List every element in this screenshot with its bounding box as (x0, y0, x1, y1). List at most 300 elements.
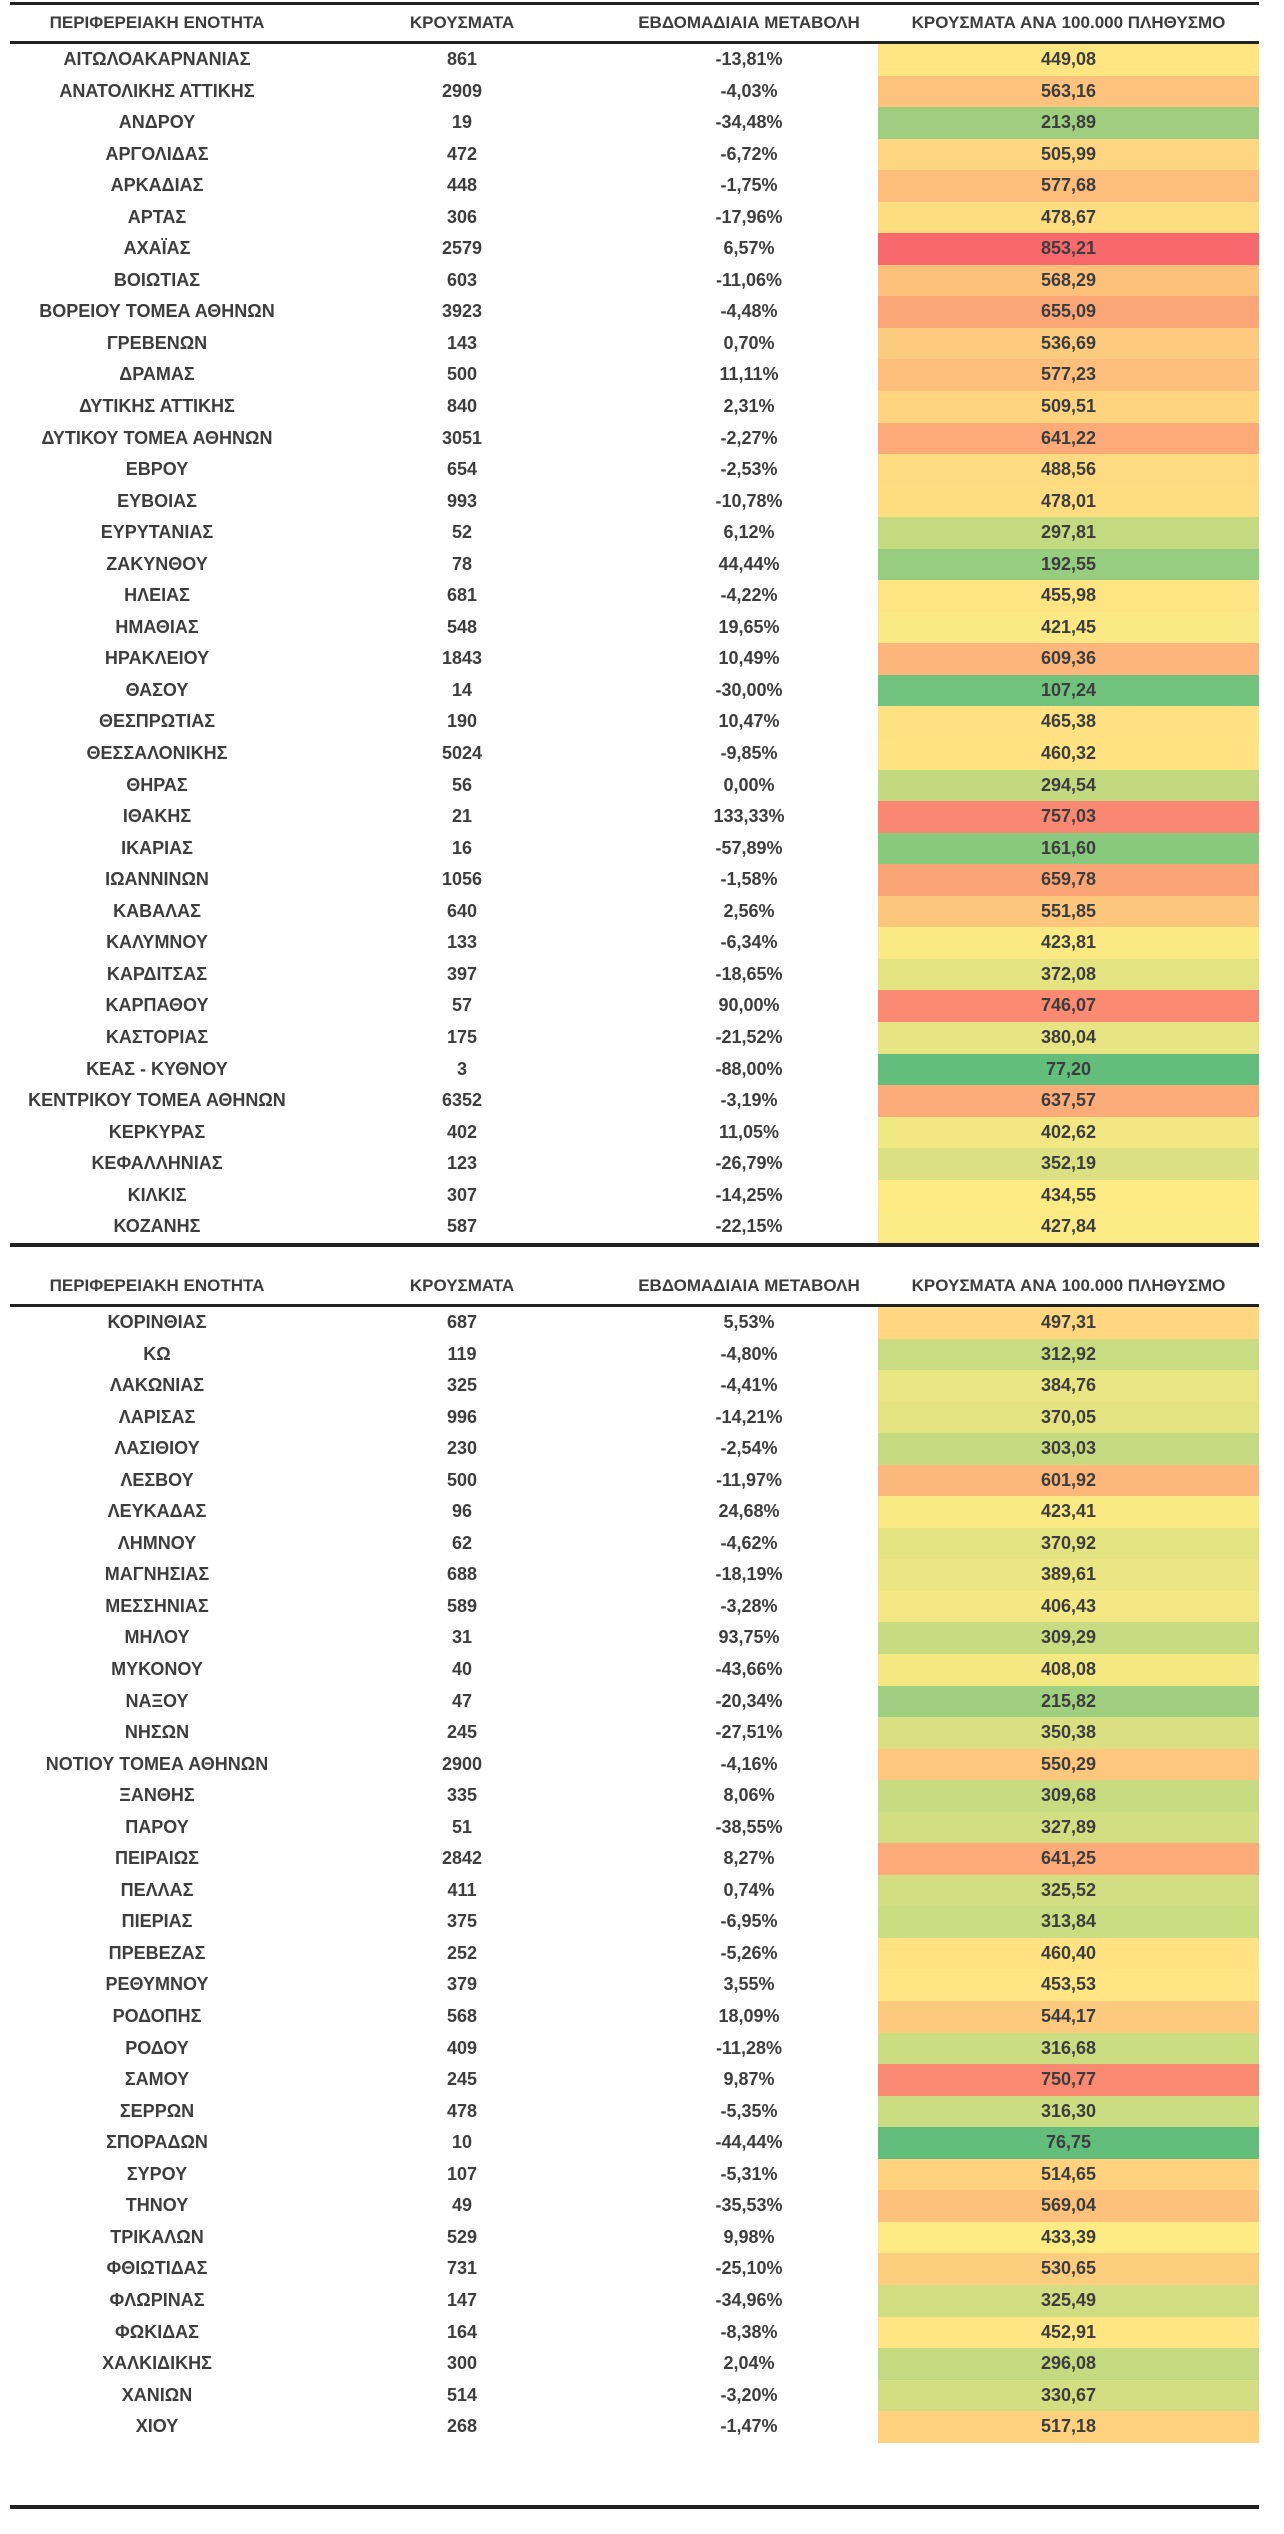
rate-cell: 465,38 (878, 706, 1259, 738)
rate-cell: 423,81 (878, 927, 1259, 959)
rate-cell: 488,56 (878, 454, 1259, 486)
weekly-change-cell: -88,00% (715, 1058, 783, 1079)
weekly-change-cell: -30,00% (715, 679, 783, 700)
region-cell: ΔΡΑΜΑΣ (119, 364, 195, 385)
rate-cell: 325,52 (878, 1875, 1259, 1907)
rate-cell: 433,39 (878, 2222, 1259, 2254)
rate-cell: 406,43 (878, 1591, 1259, 1623)
weekly-change-cell: -14,21% (715, 1406, 783, 1427)
table-row (10, 1465, 1259, 1497)
rate-cell: 637,57 (878, 1085, 1259, 1117)
weekly-change-cell: -3,28% (720, 1595, 778, 1616)
table-row (10, 2222, 1259, 2254)
table-row (10, 927, 1259, 959)
cases-cell: 589 (446, 1595, 478, 1616)
weekly-change-cell: -5,26% (720, 1942, 778, 1963)
table-row (10, 833, 1259, 865)
table-row (10, 770, 1259, 802)
region-cell: ΣΕΡΡΩΝ (119, 2100, 195, 2121)
weekly-change-cell: 6,57% (723, 238, 775, 259)
cases-cell: 3 (456, 1058, 467, 1079)
region-cell: ΑΝΔΡΟΥ (118, 112, 196, 133)
rate-cell: 423,41 (878, 1496, 1259, 1528)
weekly-change-cell: 3,55% (723, 1974, 775, 1995)
weekly-change-cell: -2,53% (720, 459, 778, 480)
weekly-change-cell: -44,44% (715, 2132, 783, 2153)
cases-cell: 6352 (441, 1090, 483, 1111)
table-row (10, 1906, 1259, 1938)
weekly-change-cell: -20,34% (715, 1690, 783, 1711)
region-cell: ΡΟΔΟΥ (125, 2037, 189, 2058)
weekly-change-cell: -4,22% (720, 585, 778, 606)
rate-cell: 408,08 (878, 1654, 1259, 1686)
region-cell: ΣΑΜΟΥ (124, 2069, 190, 2090)
table-row (10, 1622, 1259, 1654)
rate-cell: 213,89 (878, 107, 1259, 139)
rate-cell: 325,49 (878, 2285, 1259, 2317)
region-cell: ΦΩΚΙΔΑΣ (115, 2321, 199, 2342)
cases-cell: 10 (451, 2132, 473, 2153)
rate-cell: 77,20 (878, 1054, 1259, 1086)
table-row (10, 2127, 1259, 2159)
cases-cell: 1843 (441, 648, 483, 669)
cases-cell: 731 (446, 2258, 478, 2279)
rate-cell: 402,62 (878, 1117, 1259, 1149)
table-row (10, 1054, 1259, 1086)
rate-cell: 384,76 (878, 1370, 1259, 1402)
table-row (10, 2348, 1259, 2380)
rate-cell: 316,30 (878, 2096, 1259, 2128)
weekly-change-cell: -2,54% (720, 1438, 778, 1459)
cases-cell: 514 (446, 2384, 478, 2405)
region-cell: ΙΘΑΚΗΣ (122, 806, 192, 827)
region-cell: ΦΘΙΩΤΙΔΑΣ (106, 2258, 208, 2279)
table-row (10, 1812, 1259, 1844)
regional-cases-table-2 (10, 1268, 1259, 2443)
region-cell: ΠΡΕΒΕΖΑΣ (108, 1942, 206, 1963)
weekly-change-cell: -18,65% (715, 963, 783, 984)
weekly-change-cell: -3,20% (720, 2384, 778, 2405)
rate-cell: 107,24 (878, 675, 1259, 707)
rate-cell: 750,77 (878, 2064, 1259, 2096)
table-row (10, 359, 1259, 391)
weekly-change-cell: 10,47% (718, 711, 780, 732)
cases-cell: 14 (451, 679, 473, 700)
table-row (10, 2033, 1259, 2065)
region-cell: ΕΒΡΟΥ (125, 459, 189, 480)
table-row (10, 1528, 1259, 1560)
rate-cell: 370,05 (878, 1402, 1259, 1434)
weekly-change-cell: -5,31% (720, 2163, 778, 2184)
weekly-change-cell: 0,70% (723, 332, 775, 353)
weekly-change-cell: -6,34% (720, 932, 778, 953)
weekly-change-cell: -21,52% (715, 1026, 783, 1047)
region-cell: ΣΥΡΟΥ (126, 2163, 188, 2184)
cases-cell: 230 (446, 1438, 478, 1459)
cases-cell: 568 (446, 2006, 478, 2027)
table-row (10, 1022, 1259, 1054)
region-cell: ΠΕΛΛΑΣ (120, 1879, 194, 1900)
cases-cell: 840 (446, 396, 478, 417)
region-cell: ΘΑΣΟΥ (125, 679, 189, 700)
weekly-change-cell: -4,80% (720, 1343, 778, 1364)
region-cell: ΛΕΥΚΑΔΑΣ (107, 1501, 207, 1522)
region-cell: ΚΕΡΚΥΡΑΣ (108, 1121, 206, 1142)
weekly-change-cell: -10,78% (715, 490, 783, 511)
weekly-change-cell: 2,04% (723, 2353, 775, 2374)
column-header-rate-per-100k: ΚΡΟΥΣΜΑΤΑ ΑΝΑ 100.000 ΠΛΗΘΥΣΜΟ (911, 1276, 1226, 1295)
rate-cell: 655,09 (878, 296, 1259, 328)
rate-cell: 514,65 (878, 2159, 1259, 2191)
table-row (10, 990, 1259, 1022)
table-row (10, 202, 1259, 234)
rate-cell: 544,17 (878, 2001, 1259, 2033)
cases-cell: 335 (446, 1785, 478, 1806)
region-cell: ΕΥΒΟΙΑΣ (117, 490, 197, 511)
weekly-change-cell: 90,00% (718, 995, 780, 1016)
region-cell: ΜΥΚΟΝΟΥ (111, 1659, 203, 1680)
rate-cell: 452,91 (878, 2317, 1259, 2349)
region-cell: ΔΥΤΙΚΟΥ ΤΟΜΕΑ ΑΘΗΝΩΝ (41, 427, 273, 448)
weekly-change-cell: -1,75% (720, 175, 778, 196)
table-row (10, 391, 1259, 423)
region-cell: ΗΛΕΙΑΣ (124, 585, 190, 606)
cases-cell: 500 (446, 364, 478, 385)
region-cell: ΧΑΛΚΙΔΙΚΗΣ (102, 2353, 212, 2374)
table-row (10, 1559, 1259, 1591)
region-cell: ΑΙΤΩΛΟΑΚΑΡΝΑΝΙΑΣ (63, 49, 251, 69)
cases-cell: 57 (451, 995, 473, 1016)
rate-cell: 372,08 (878, 959, 1259, 991)
table-row (10, 1780, 1259, 1812)
region-cell: ΚΑΛΥΜΝΟΥ (106, 932, 208, 953)
cases-cell: 2900 (441, 1753, 483, 1774)
rate-cell: 478,67 (878, 202, 1259, 234)
weekly-change-cell: -27,51% (715, 1722, 783, 1743)
rate-cell: 76,75 (878, 2127, 1259, 2159)
rate-cell: 460,32 (878, 738, 1259, 770)
table-row (10, 1307, 1259, 1339)
rate-cell: 460,40 (878, 1938, 1259, 1970)
weekly-change-cell: -4,41% (720, 1375, 778, 1396)
table-row (10, 2253, 1259, 2285)
cases-cell: 325 (446, 1375, 478, 1396)
regional-cases-table-1 (10, 5, 1259, 1247)
rate-cell: 609,36 (878, 643, 1259, 675)
region-cell: ΧΙΟΥ (135, 2416, 179, 2437)
weekly-change-cell: -8,38% (720, 2321, 778, 2342)
table-row (10, 2190, 1259, 2222)
weekly-change-cell: -25,10% (715, 2258, 783, 2279)
table-row (10, 1211, 1259, 1243)
region-cell: ΡΟΔΟΠΗΣ (112, 2006, 202, 2027)
region-cell: ΚΕΦΑΛΛΗΝΙΑΣ (91, 1153, 223, 1174)
rate-cell: 577,68 (878, 170, 1259, 202)
table-row (10, 1402, 1259, 1434)
cases-cell: 996 (446, 1406, 478, 1427)
cases-cell: 3923 (441, 301, 483, 322)
region-cell: ΚΑΡΠΑΘΟΥ (105, 995, 209, 1016)
weekly-change-cell: -11,28% (715, 2037, 783, 2058)
table-row (10, 1496, 1259, 1528)
cases-cell: 548 (446, 616, 478, 637)
region-cell: ΘΕΣΣΑΛΟΝΙΚΗΣ (86, 743, 228, 764)
table-row (10, 1717, 1259, 1749)
cases-cell: 307 (446, 1184, 478, 1205)
table-row (10, 1433, 1259, 1465)
region-cell: ΔΥΤΙΚΗΣ ΑΤΤΙΚΗΣ (79, 396, 235, 417)
region-cell: ΜΑΓΝΗΣΙΑΣ (104, 1564, 210, 1585)
column-header-weekly-change: ΕΒΔΟΜΑΔΙΑΙΑ ΜΕΤΑΒΟΛΗ (638, 1276, 860, 1295)
cases-cell: 993 (446, 490, 478, 511)
table-row (10, 2285, 1259, 2317)
table-row (10, 643, 1259, 675)
table-row (10, 423, 1259, 455)
cases-cell: 3051 (441, 427, 483, 448)
region-cell: ΛΑΣΙΘΙΟΥ (114, 1438, 200, 1459)
weekly-change-cell: 133,33% (713, 806, 785, 827)
weekly-change-cell: -1,47% (720, 2416, 778, 2437)
cases-cell: 190 (446, 711, 478, 732)
region-cell: ΤΡΙΚΑΛΩΝ (110, 2226, 204, 2247)
weekly-change-cell: -6,72% (720, 143, 778, 164)
cases-cell: 164 (446, 2321, 478, 2342)
cases-cell: 123 (446, 1153, 478, 1174)
weekly-change-cell: 44,44% (718, 553, 780, 574)
table-row (10, 864, 1259, 896)
region-cell: ΝΑΞΟΥ (125, 1690, 189, 1711)
weekly-change-cell: -38,55% (715, 1816, 783, 1837)
rate-cell: 294,54 (878, 770, 1259, 802)
weekly-change-cell: -43,66% (715, 1659, 783, 1680)
rate-cell: 569,04 (878, 2190, 1259, 2222)
rate-cell: 327,89 (878, 1812, 1259, 1844)
table-row (10, 107, 1259, 139)
rate-cell: 509,51 (878, 391, 1259, 423)
cases-cell: 78 (451, 553, 473, 574)
region-cell: ΛΑΚΩΝΙΑΣ (109, 1375, 205, 1396)
cases-cell: 472 (446, 143, 478, 164)
region-cell: ΘΕΣΠΡΩΤΙΑΣ (98, 711, 216, 732)
rate-cell: 389,61 (878, 1559, 1259, 1591)
region-cell: ΛΑΡΙΣΑΣ (118, 1406, 196, 1427)
cases-cell: 107 (446, 2163, 478, 2184)
cases-cell: 529 (446, 2226, 478, 2247)
region-cell: ΑΡΤΑΣ (127, 206, 187, 227)
region-cell: ΚΑΒΑΛΑΣ (113, 900, 201, 921)
region-cell: ΜΕΣΣΗΝΙΑΣ (105, 1595, 209, 1616)
cases-cell: 402 (446, 1121, 478, 1142)
table-row (10, 1843, 1259, 1875)
region-cell: ΑΡΓΟΛΙΔΑΣ (105, 143, 209, 164)
region-cell: ΠΑΡΟΥ (125, 1816, 189, 1837)
table-row (10, 328, 1259, 360)
region-cell: ΑΡΚΑΔΙΑΣ (110, 175, 204, 196)
table-row (10, 1148, 1259, 1180)
rate-cell: 297,81 (878, 517, 1259, 549)
weekly-change-cell: -17,96% (715, 206, 783, 227)
rate-cell: 517,18 (878, 2411, 1259, 2443)
rate-cell: 757,03 (878, 801, 1259, 833)
table-row (10, 1969, 1259, 2001)
weekly-change-cell: -35,53% (715, 2195, 783, 2216)
table-row (10, 706, 1259, 738)
rate-cell: 746,07 (878, 990, 1259, 1022)
cases-cell: 300 (446, 2353, 478, 2374)
table-row (10, 1654, 1259, 1686)
column-header-region: ΠΕΡΙΦΕΡΕΙΑΚΗ ΕΝΟΤΗΤΑ (49, 1276, 265, 1295)
cases-cell: 379 (446, 1974, 478, 1995)
cases-cell: 245 (446, 2069, 478, 2090)
weekly-change-cell: 8,27% (723, 1848, 775, 1869)
region-cell: ΛΕΣΒΟΥ (120, 1469, 194, 1490)
region-cell: ΠΙΕΡΙΑΣ (121, 1911, 193, 1932)
region-cell: ΤΗΝΟΥ (125, 2195, 189, 2216)
rate-cell: 427,84 (878, 1211, 1259, 1243)
rate-cell: 530,65 (878, 2253, 1259, 2285)
weekly-change-cell: 5,53% (723, 1312, 775, 1332)
weekly-change-cell: -14,25% (715, 1184, 783, 1205)
table-row (10, 1749, 1259, 1781)
cases-cell: 49 (451, 2195, 473, 2216)
table-row (10, 675, 1259, 707)
weekly-change-cell: -11,06% (715, 269, 783, 290)
region-cell: ΙΩΑΝΝΙΝΩΝ (105, 869, 209, 890)
table-row (10, 549, 1259, 581)
cases-cell: 688 (446, 1564, 478, 1585)
rate-cell: 659,78 (878, 864, 1259, 896)
table-row (10, 959, 1259, 991)
table-row (10, 1938, 1259, 1970)
rate-cell: 303,03 (878, 1433, 1259, 1465)
region-cell: ΣΠΟΡΑΔΩΝ (106, 2132, 208, 2153)
region-cell: ΖΑΚΥΝΘΟΥ (106, 553, 208, 574)
weekly-change-cell: -26,79% (715, 1153, 783, 1174)
table-row (10, 2064, 1259, 2096)
table-row (10, 1686, 1259, 1718)
cases-cell: 640 (446, 900, 478, 921)
cases-cell: 40 (451, 1659, 473, 1680)
rate-cell: 370,92 (878, 1528, 1259, 1560)
table-row (10, 801, 1259, 833)
cases-cell: 51 (451, 1816, 473, 1837)
table-row (10, 265, 1259, 297)
table-header-row (10, 5, 1259, 44)
region-cell: ΚΟΡΙΝΘΙΑΣ (107, 1312, 207, 1332)
weekly-change-cell: -6,95% (720, 1911, 778, 1932)
cases-cell: 2842 (441, 1848, 483, 1869)
region-cell: ΧΑΝΙΩΝ (121, 2384, 193, 2405)
rate-cell: 296,08 (878, 2348, 1259, 2380)
region-cell: ΚΕΝΤΡΙΚΟΥ ΤΟΜΕΑ ΑΘΗΝΩΝ (28, 1090, 286, 1111)
table-row (10, 2380, 1259, 2412)
cases-cell: 687 (446, 1312, 478, 1332)
region-cell: ΚΟΖΑΝΗΣ (113, 1216, 201, 1237)
weekly-change-cell: 0,00% (723, 774, 775, 795)
weekly-change-cell: 24,68% (718, 1501, 780, 1522)
table-row (10, 2317, 1259, 2349)
cases-cell: 147 (446, 2289, 478, 2310)
cases-cell: 52 (451, 522, 473, 543)
table-row (10, 44, 1259, 76)
weekly-change-cell: 2,56% (723, 900, 775, 921)
rate-cell: 380,04 (878, 1022, 1259, 1054)
cases-cell: 31 (451, 1627, 473, 1648)
table-body (10, 1307, 1259, 2443)
region-cell: ΛΗΜΝΟΥ (117, 1532, 197, 1553)
table-row (10, 1180, 1259, 1212)
rate-cell: 563,16 (878, 76, 1259, 108)
region-cell: ΓΡΕΒΕΝΩΝ (106, 332, 208, 353)
cases-cell: 47 (451, 1690, 473, 1711)
rate-cell: 352,19 (878, 1148, 1259, 1180)
weekly-change-cell: -4,03% (720, 80, 778, 101)
rate-cell: 550,29 (878, 1749, 1259, 1781)
cases-cell: 409 (446, 2037, 478, 2058)
weekly-change-cell: 9,98% (723, 2226, 775, 2247)
region-cell: ΒΟΙΩΤΙΑΣ (113, 269, 201, 290)
weekly-change-cell: -18,19% (715, 1564, 783, 1585)
weekly-change-cell: 19,65% (718, 616, 780, 637)
region-cell: ΝΟΤΙΟΥ ΤΟΜΕΑ ΑΘΗΝΩΝ (45, 1753, 269, 1774)
column-header-cases: ΚΡΟΥΣΜΑΤΑ (409, 1276, 515, 1295)
rate-cell: 551,85 (878, 896, 1259, 928)
cases-cell: 19 (451, 112, 473, 133)
column-header-weekly-change: ΕΒΔΟΜΑΔΙΑΙΑ ΜΕΤΑΒΟΛΗ (638, 13, 860, 32)
region-cell: ΑΧΑΪΑΣ (123, 238, 191, 259)
weekly-change-cell: -9,85% (720, 743, 778, 764)
table-row (10, 170, 1259, 202)
table-row (10, 1370, 1259, 1402)
rate-cell: 505,99 (878, 139, 1259, 171)
cases-cell: 587 (446, 1216, 478, 1237)
weekly-change-cell: 0,74% (723, 1879, 775, 1900)
rate-cell: 316,68 (878, 2033, 1259, 2065)
cases-cell: 143 (446, 332, 478, 353)
column-header-rate-per-100k: ΚΡΟΥΣΜΑΤΑ ΑΝΑ 100.000 ΠΛΗΘΥΣΜΟ (911, 13, 1226, 32)
table-row (10, 896, 1259, 928)
table-row (10, 2411, 1259, 2443)
weekly-change-cell: 8,06% (723, 1785, 775, 1806)
rate-cell: 309,29 (878, 1622, 1259, 1654)
table-row (10, 1591, 1259, 1623)
cases-cell: 96 (451, 1501, 473, 1522)
table-row (10, 76, 1259, 108)
cases-cell: 306 (446, 206, 478, 227)
table-row (10, 139, 1259, 171)
cases-cell: 56 (451, 774, 473, 795)
rate-cell: 455,98 (878, 580, 1259, 612)
cases-cell: 2579 (441, 238, 483, 259)
weekly-change-cell: -13,81% (715, 49, 783, 69)
table-row (10, 1875, 1259, 1907)
weekly-change-cell: 11,11% (719, 364, 779, 385)
region-cell: ΗΜΑΘΙΑΣ (115, 616, 199, 637)
weekly-change-cell: -4,16% (720, 1753, 778, 1774)
cases-cell: 175 (446, 1026, 478, 1047)
table-row (10, 296, 1259, 328)
region-cell: ΚΙΛΚΙΣ (127, 1184, 187, 1205)
rate-cell: 350,38 (878, 1717, 1259, 1749)
cases-cell: 448 (446, 175, 478, 196)
weekly-change-cell: 11,05% (718, 1121, 780, 1142)
region-cell: ΒΟΡΕΙΟΥ ΤΟΜΕΑ ΑΘΗΝΩΝ (39, 301, 275, 322)
cases-cell: 681 (446, 585, 478, 606)
region-cell: ΗΡΑΚΛΕΙΟΥ (104, 648, 210, 669)
column-header-cases: ΚΡΟΥΣΜΑΤΑ (409, 13, 515, 32)
region-cell: ΠΕΙΡΑΙΩΣ (115, 1848, 199, 1869)
cases-cell: 119 (447, 1343, 477, 1364)
